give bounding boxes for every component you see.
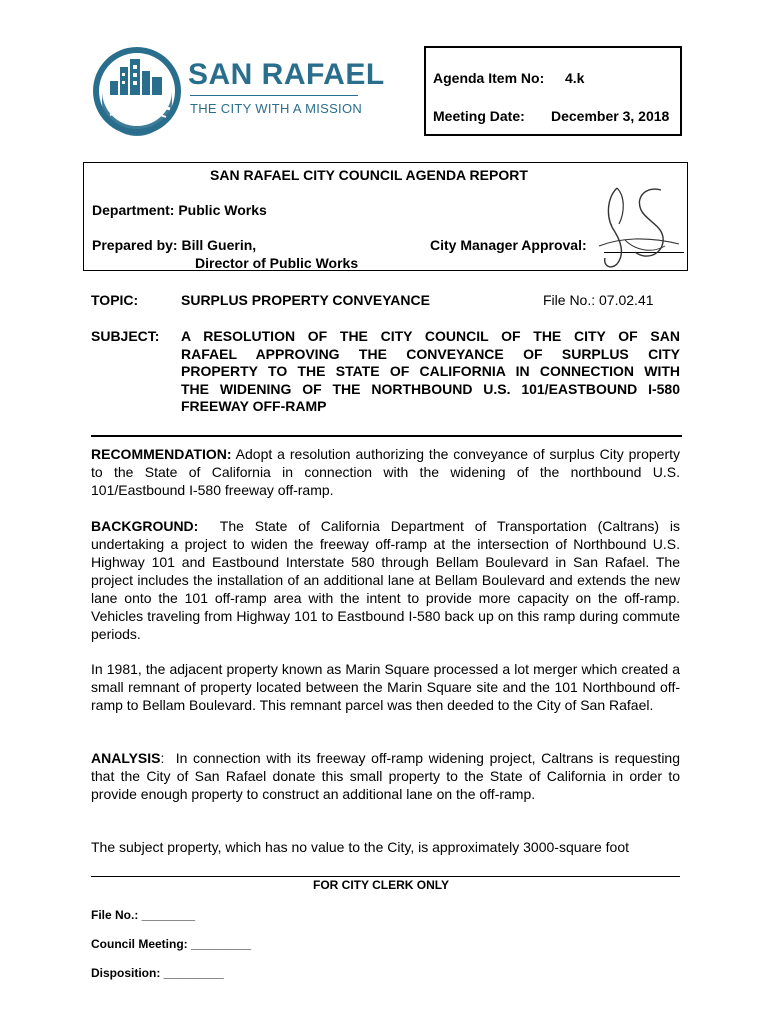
clerk-council-meeting: Council Meeting: _________ <box>91 937 252 951</box>
prepared-by-title: Director of Public Works <box>195 255 359 271</box>
analysis-text: In connection with its freeway off-ramp widening project, Caltrans is requesting that the City of San Rafael donate this small property to the State of California in order to provide enough property to construct an additional lane on the off-ramp. <box>91 750 681 802</box>
history-paragraph <box>91 660 680 714</box>
clerk-heading: FOR CITY CLERK ONLY <box>313 878 450 892</box>
history-text: In 1981, the adjacent property known as Marin Square processed a lot merger which created a small remnant of property located between the Marin Square site and the 101 Northbound off-ramp to Bellam Boulevard. This remnant parcel was then deeded to the City of San Rafael. <box>91 661 680 713</box>
recommendation-label: RECOMMENDATION: <box>91 446 232 462</box>
file-number: File No.: 07.02.41 <box>543 292 654 308</box>
subject-property-text: The subject property, which has no value to the City, is approximately 3000-square foot <box>91 839 629 855</box>
logo-subtitle: THE CITY WITH A MISSION <box>190 101 363 116</box>
background-label: BACKGROUND: <box>91 518 199 534</box>
meeting-date-value: December 3, 2018 <box>551 108 670 124</box>
topic-value: SURPLUS PROPERTY CONVEYANCE <box>181 292 430 308</box>
clerk-file-no: File No.: ________ <box>91 908 196 922</box>
agenda-item-value: 4.k <box>565 70 585 86</box>
subject-line: PROPERTY TO THE STATE OF CALIFORNIA IN CONNECTION WITH <box>181 363 680 379</box>
clerk-disposition: Disposition: _________ <box>91 966 224 980</box>
recommendation-text: Adopt a resolution authorizing the conveyance of surplus City property to the State of California in connection with the widening of the northbound U.S. 101/Eastbound I-580 freeway off-ramp. <box>91 446 680 498</box>
meeting-date-label: Meeting Date: <box>433 108 525 124</box>
subject-line: FREEWAY OFF-RAMP <box>181 398 327 414</box>
agenda-info-box <box>424 46 682 136</box>
department-line: Department: Public Works <box>92 202 267 218</box>
topic-label: TOPIC: <box>91 292 139 308</box>
signature-image <box>595 180 687 272</box>
subject-line: RAFAEL APPROVING THE CONVEYANCE OF SURPLUS CITY <box>181 345 680 362</box>
background-text: The State of California Department of Transportation (Caltrans) is undertaking a project to widen the freeway off-ramp at the intersection of Northbound U.S. Highway 101 and Eastbound Interstate 580 through Bellam Boulevard in San Rafael. The project includes the installation of an additional lane at Bellam Boulevard and extends the new lane onto the 101 off-ramp area with the intent to provide more capacity on the off-ramp. Vehicles traveling from Highway 101 to Eastbound I-580 back up on this ramp during commute periods. <box>91 518 680 642</box>
analysis-label: ANALYSIS <box>91 750 161 766</box>
prepared-by-line: Prepared by: Bill Guerin, <box>92 237 257 253</box>
report-title: SAN RAFAEL CITY COUNCIL AGENDA REPORT <box>210 167 528 183</box>
subject-label: SUBJECT: <box>91 328 160 344</box>
analysis-paragraph: ANALYSIS: In connection with its freeway off-ramp widening project, Caltrans is requesting that the City of San Rafael donate this small property to the State of California in order to provide enough property to construct an additional lane on the off-ramp. <box>91 750 681 802</box>
city-seal-icon <box>90 45 186 137</box>
clerk-divider <box>91 876 680 877</box>
subject-line: A RESOLUTION OF THE CITY COUNCIL OF THE CITY OF SAN <box>181 328 680 344</box>
logo-title: SAN RAFAEL <box>188 58 385 91</box>
recommendation-paragraph <box>91 445 680 499</box>
subject-text <box>181 328 680 416</box>
agenda-item-label: Agenda Item No: <box>433 70 545 86</box>
section-divider <box>91 435 682 437</box>
logo-divider <box>190 95 358 96</box>
background-paragraph <box>91 517 680 643</box>
subject-line: THE WIDENING OF THE NORTHBOUND U.S. 101/EASTBOUND I-580 <box>181 380 680 397</box>
city-manager-approval-label: City Manager Approval: <box>430 237 587 253</box>
